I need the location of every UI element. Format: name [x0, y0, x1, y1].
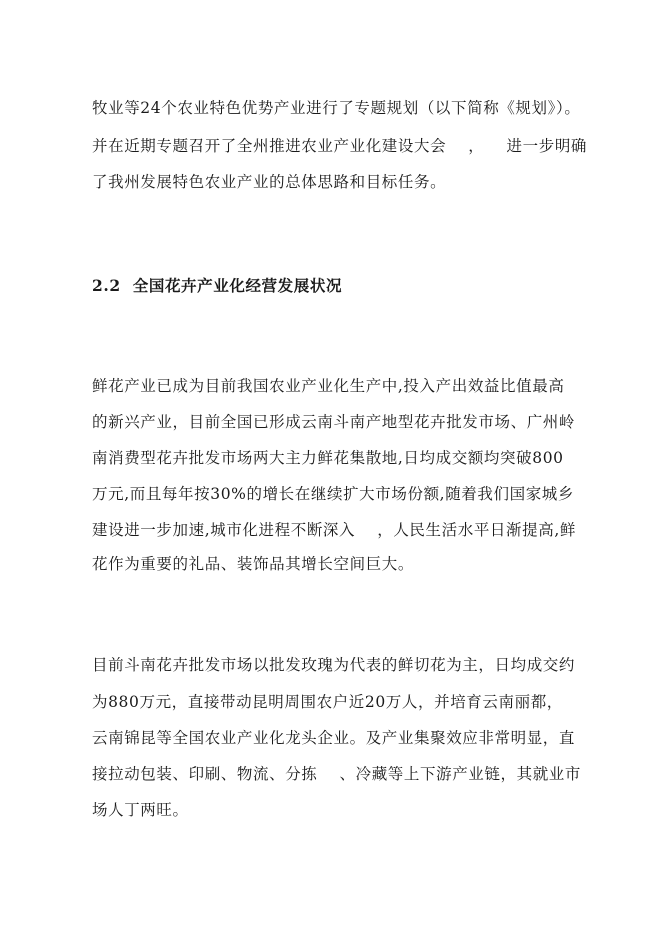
paragraph-line: 万元,而且每年按30%的增长在继续扩大市场份额,随着我们国家城乡 [92, 485, 575, 503]
paragraph-line: 南消费型花卉批发市场两大主力鲜花集散地,日均成交额均突破800 [92, 449, 564, 467]
paragraph-line: 为880万元，直接带动昆明周围农户近20万人，并培育云南丽都， [92, 693, 563, 711]
paragraph-line: 并在近期专题召开了全州推进农业产业化建设大会 ， 进一步明确 [92, 137, 588, 155]
paragraph-line: 的新兴产业，目前全国已形成云南斗南产地型花卉批发市场、广州岭 [92, 413, 576, 431]
paragraph-line: 场人丁两旺。 [92, 801, 189, 819]
section-heading: 2.2 全国花卉产业化经营发展状况 [92, 276, 343, 295]
paragraph-line: 鲜花产业已成为目前我国农业产业化生产中,投入产出效益比值最高 [92, 377, 565, 395]
paragraph-line: 接拉动包装、印刷、物流、分拣 、冷藏等上下游产业链，其就业市 [92, 765, 582, 783]
paragraph-line: 建设进一步加速,城市化进程不断深入 ，人民生活水平日渐提高,鲜 [92, 521, 576, 539]
paragraph-line: 牧业等24个农业特色优势产业进行了专题规划（以下简称《规划》）。 [92, 99, 581, 117]
paragraph-line: 花作为重要的礼品、装饰品其增长空间巨大。 [92, 555, 415, 573]
paragraph-line: 了我州发展特色农业产业的总体思路和目标任务。 [92, 173, 447, 191]
paragraph-line: 云南锦昆等全国农业产业化龙头企业。及产业集聚效应非常明显，直 [92, 729, 576, 747]
paragraph-line: 目前斗南花卉批发市场以批发玫瑰为代表的鲜切花为主，日均成交约 [92, 656, 576, 674]
